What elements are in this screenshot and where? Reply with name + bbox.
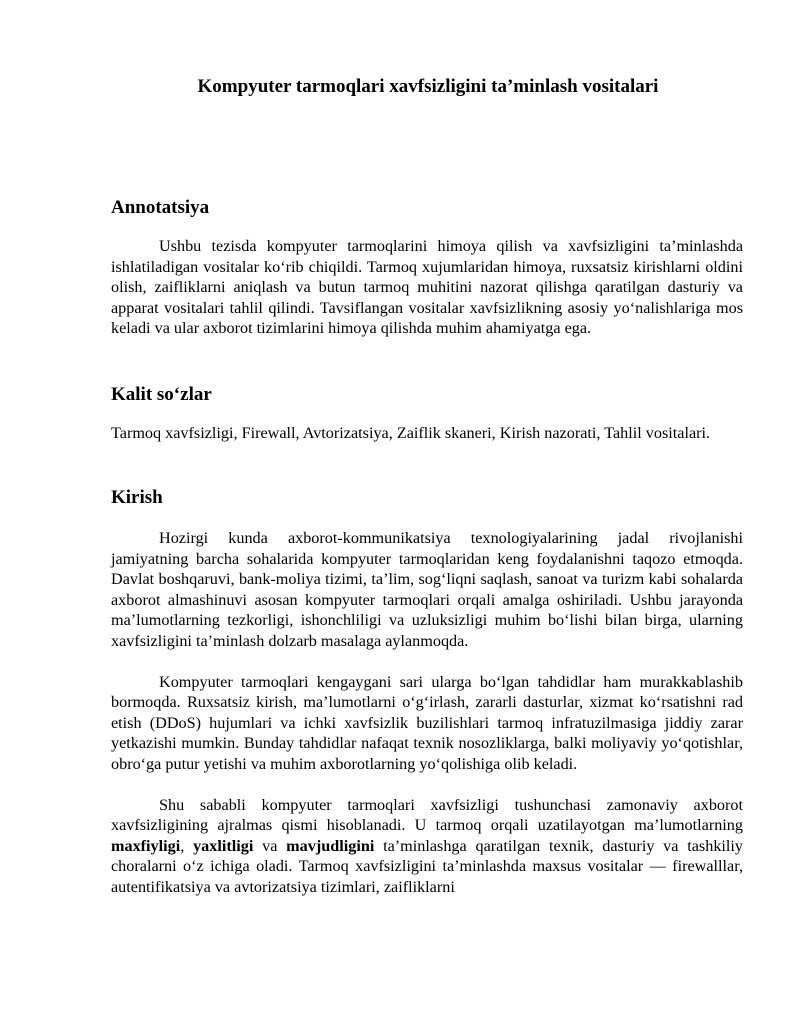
abstract-paragraph: Ushbu tezisda kompyuter tarmoqlarini himoya qilish va xavfsizligini ta’minlashda ishlatiladigan vositalar ko‘rib chiqildi. Tarmoq xujumlaridan himoya, ruxsatsiz kirishlarni oldini olish, zaifliklarni aniqlash va butun tarmoq muhitini nazorat qilishga qaratilgan dasturiy va apparat vositalari tahlil qilindi. Tavsiflangan vositalar xavfsizlikning asosiy yo‘nalishlariga mos keladi va ular axborot tizimlarini himoya qilishda muhim ahamiyatga ega. — [111, 237, 743, 338]
keywords-paragraph: Tarmoq xavfsizligi, Firewall, Avtorizatsiya, Zaiflik skaneri, Kirish nazorati, Tahlil vositalari. — [111, 424, 711, 442]
abstract-heading: Annotatsiya — [111, 197, 210, 218]
term-integrity: yaxlitligi — [193, 836, 254, 855]
intro-paragraph-3-text: Shu sababli kompyuter tarmoqlari xavfsizligi tushunchasi zamonaviy axborot xavfsizligining ajralmas qismi hisoblanadi. U tarmoq orqali uzatilayotgan ma’lumotlarning — [111, 795, 743, 835]
term-confidentiality: maxfiyligi — [111, 836, 181, 855]
intro-heading: Kirish — [111, 487, 163, 508]
intro-paragraph-1: Hozirgi kunda axborot-kommunikatsiya texnologiyalarining jadal rivojlanishi jamiyatning barcha sohalarida kompyuter tarmoqlaridan keng foydalanishni taqozo etmoqda. Davlat boshqaruvi, bank-moliya tizimi, ta’lim, sog‘liqni saqlash, sanoat va turizm kabi sohalarda axborot almashinuvi asosan kompyuter tarmoqlari orqali amalga oshiriladi. Ushbu jarayonda ma’lumotlarning tezkorligi, ishonchliligi va uzluksizligi muhim bo‘lishi bilan birga, ularning xavfsizligini ta’minlash dolzarb masalaga aylanmoqda. — [111, 529, 743, 650]
abstract-section — [111, 196, 743, 339]
keywords-section — [111, 383, 743, 444]
intro-paragraph-3 — [111, 795, 743, 898]
separator-and: va — [253, 836, 287, 855]
intro-section — [111, 486, 743, 898]
term-availability: mavjudligini — [286, 836, 375, 855]
intro-paragraph-2: Kompyuter tarmoqlari kengaygani sari ularga bo‘lgan tahdidlar ham murakkablashib bormoqda. Ruxsatsiz kirish, ma’lumotlarni o‘g‘irlash, zararli dasturlar, xizmat ko‘rsatishni rad etish (DDoS) hujumlari va ichki xavfsizlik buzilishlari tarmoq infratuzilmasiga jiddiy zarar yetkazishi mumkin. Bunday tahdidlar nafaqat texnik nosozliklarga, balki moliyaviy yo‘qotishlar, obro‘ga putur yetishi va muhim axborotlarning yo‘qolishiga olib keladi. — [111, 672, 743, 773]
intro-paragraph-3-continuation: ta’minlashga qaratilgan texnik, dasturiy va tashkiliy choralarni o‘z ichiga oladi. Tarmoq xavfsizligini ta’minlashda maxsus vositalar — firewalllar, autentifikatsiya va avtorizatsiya tizimlari, zaifliklarni — [111, 836, 743, 896]
document-title: Kompyuter tarmoqlari xavfsizligini ta’minlash vositalari — [197, 76, 659, 97]
keywords-heading: Kalit so‘zlar — [111, 384, 212, 405]
separator-comma: , — [180, 836, 194, 855]
